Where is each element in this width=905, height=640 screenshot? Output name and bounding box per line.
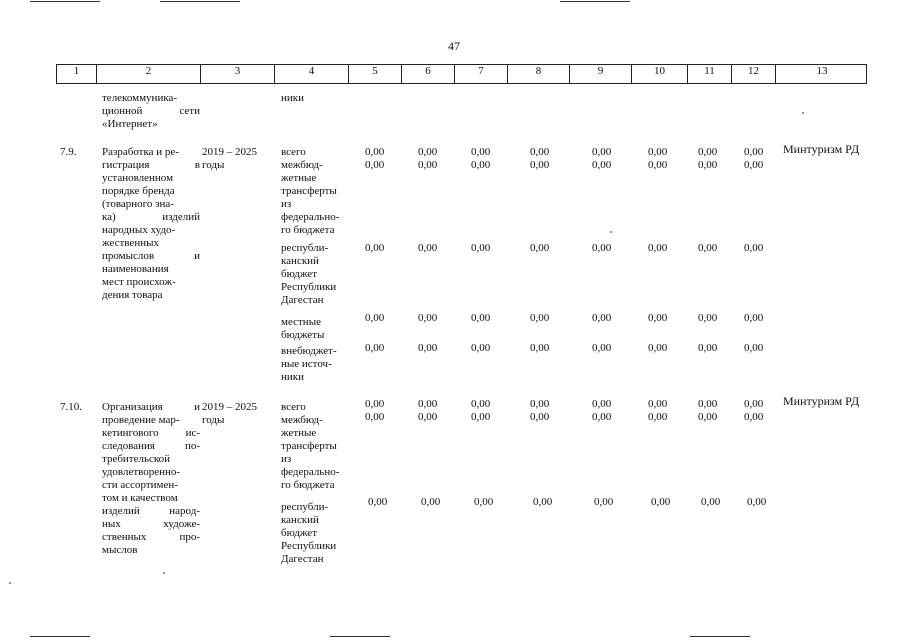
text-line: сти ассортимен- — [102, 479, 178, 491]
value-cell: 0,00 — [592, 398, 612, 410]
text-line: го бюджета — [281, 479, 335, 491]
value-cell: 0,00 — [471, 242, 491, 254]
header-cell: 3 — [201, 65, 275, 83]
value-cell: 0,00 — [365, 242, 385, 254]
value-cell: 0,00 — [368, 496, 388, 508]
header-cell: 9 — [570, 65, 632, 83]
value-cell: 0,00 — [648, 342, 668, 354]
value-cell: 0,00 — [530, 159, 550, 171]
text-line: жественных — [102, 237, 159, 249]
value-cell: 0,00 — [530, 312, 550, 324]
value-cell: 0,00 — [698, 242, 718, 254]
text-line: следования по- — [102, 440, 200, 452]
text-line: всего — [281, 146, 306, 158]
text-line: Республики — [281, 281, 337, 293]
value-cell: 0,00 — [471, 146, 491, 158]
text-line: республи- — [281, 501, 329, 513]
value-cell: 0,00 — [744, 398, 764, 410]
text-line: телекоммуника- — [102, 92, 178, 104]
value-cell: 0,00 — [418, 411, 438, 423]
text-line: ственных про- — [102, 531, 200, 543]
text-line: Дагестан — [281, 294, 324, 306]
text-line: установленном — [102, 172, 174, 184]
value-cell: 0,00 — [530, 242, 550, 254]
value-cell: 0,00 — [365, 146, 385, 158]
value-cell: 0,00 — [698, 411, 718, 423]
value-cell: 0,00 — [418, 159, 438, 171]
value-cell: 0,00 — [744, 242, 764, 254]
header-cell: 1 — [57, 65, 97, 83]
source-label — [281, 316, 349, 342]
scan-speck — [610, 231, 612, 233]
text-line: годы — [202, 159, 225, 171]
value-cell: 0,00 — [594, 496, 614, 508]
value-cell: 0,00 — [592, 159, 612, 171]
value-cell: 0,00 — [530, 146, 550, 158]
text-line: бюджет — [281, 527, 317, 539]
text-line: мыслов — [102, 544, 138, 556]
value-cell: 0,00 — [698, 398, 718, 410]
text-line: мест происхож- — [102, 276, 176, 288]
value-cell: 0,00 — [648, 411, 668, 423]
value-cell: 0,00 — [365, 159, 385, 171]
scan-speck — [802, 112, 804, 114]
header-cell: 13 — [816, 65, 828, 77]
text-line: Республики — [281, 540, 337, 552]
row-period — [202, 146, 257, 172]
value-cell: 0,00 — [592, 411, 612, 423]
header-cell: 4 — [275, 65, 349, 83]
value-cell: 0,00 — [365, 342, 385, 354]
header-cell: 5 — [349, 65, 402, 83]
value-cell: 0,00 — [592, 242, 612, 254]
source-label — [281, 414, 349, 492]
text-line: го бюджета — [281, 224, 335, 236]
row-period — [202, 401, 257, 427]
scan-speck — [9, 582, 11, 584]
text-line: бюджеты — [281, 329, 325, 341]
value-cell: 0,00 — [744, 342, 764, 354]
continuation-description — [102, 92, 200, 131]
header-cell: 7 — [455, 65, 508, 83]
text-line: ных художе- — [102, 518, 200, 530]
value-cell: 0,00 — [365, 411, 385, 423]
text-line: изделий народ- — [102, 505, 200, 517]
value-cell: 0,00 — [592, 146, 612, 158]
text-line: из — [281, 198, 292, 210]
value-cell: 0,00 — [648, 242, 668, 254]
header-cell: 11 — [688, 65, 732, 83]
value-cell: 0,00 — [744, 146, 764, 158]
source-label — [281, 146, 349, 159]
value-cell: 0,00 — [744, 159, 764, 171]
value-cell: 0,00 — [698, 146, 718, 158]
text-line: межбюд- — [281, 159, 323, 171]
value-cell: 0,00 — [471, 411, 491, 423]
text-line: федерально- — [281, 466, 340, 478]
text-line: 2019 – 2025 — [202, 146, 257, 158]
text-line: межбюд- — [281, 414, 323, 426]
text-line: дения товара — [102, 289, 163, 301]
text-line: требительской — [102, 453, 171, 465]
scan-edge-line — [30, 636, 90, 637]
value-cell: 0,00 — [365, 312, 385, 324]
value-cell: 0,00 — [530, 398, 550, 410]
header-cell: 12 — [732, 65, 776, 83]
value-cell: 0,00 — [648, 312, 668, 324]
scan-edge-line — [160, 1, 240, 2]
text-line: ционной сети — [102, 105, 200, 117]
text-line: ка) изделий — [102, 211, 200, 223]
source-label — [281, 501, 349, 566]
value-cell: 0,00 — [592, 312, 612, 324]
value-cell: 0,00 — [701, 496, 721, 508]
header-cell: 6 — [402, 65, 455, 83]
text-line: всего — [281, 401, 306, 413]
scan-edge-line — [560, 1, 630, 2]
text-line: порядке бренда — [102, 185, 175, 197]
text-line: удовлетворенно- — [102, 466, 181, 478]
text-line: кетингового ис- — [102, 427, 200, 439]
text-line: ные источ- — [281, 358, 332, 370]
text-line: гистрация в — [102, 159, 200, 171]
value-cell: 0,00 — [471, 398, 491, 410]
value-cell: 0,00 — [530, 411, 550, 423]
value-cell: 0,00 — [471, 342, 491, 354]
page-number: 47 — [448, 39, 460, 53]
text-line: бюджет — [281, 268, 317, 280]
value-cell: 0,00 — [651, 496, 671, 508]
value-cell: 0,00 — [530, 342, 550, 354]
text-line: республи- — [281, 242, 329, 254]
text-line: трансферты — [281, 440, 337, 452]
table-header — [56, 64, 867, 84]
header-cell: 2 — [97, 65, 201, 83]
scan-speck — [163, 572, 165, 574]
row-number: 7.9. — [60, 146, 77, 158]
row-description — [102, 146, 200, 302]
row-number: 7.10. — [60, 401, 82, 413]
value-cell: 0,00 — [418, 312, 438, 324]
value-cell: 0,00 — [698, 159, 718, 171]
text-line: федерально- — [281, 211, 340, 223]
value-cell: 0,00 — [418, 242, 438, 254]
value-cell: 0,00 — [418, 398, 438, 410]
value-cell: 0,00 — [592, 342, 612, 354]
source-label — [281, 401, 349, 414]
text-line: 2019 – 2025 — [202, 401, 257, 413]
executor: Минтуризм РД — [783, 142, 860, 156]
text-line: народных худо- — [102, 224, 176, 236]
text-line: (товарного зна- — [102, 198, 174, 210]
text-line: местные — [281, 316, 321, 328]
value-cell: 0,00 — [471, 312, 491, 324]
header-cell: 8 — [508, 65, 570, 83]
source-label — [281, 159, 349, 237]
text-line: годы — [202, 414, 225, 426]
scan-edge-line — [690, 636, 750, 637]
row-description — [102, 401, 200, 557]
text-line: жетные — [281, 172, 317, 184]
text-line: канский — [281, 255, 319, 267]
text-line: «Интернет» — [102, 118, 158, 130]
text-line: том и качеством — [102, 492, 178, 504]
header-cell: 10 — [632, 65, 688, 83]
value-cell: 0,00 — [648, 398, 668, 410]
text-line: жетные — [281, 427, 317, 439]
value-cell: 0,00 — [471, 159, 491, 171]
text-line: канский — [281, 514, 319, 526]
continuation-source: ники — [281, 92, 305, 104]
value-cell: 0,00 — [533, 496, 553, 508]
text-line: наименования — [102, 263, 169, 275]
value-cell: 0,00 — [698, 342, 718, 354]
value-cell: 0,00 — [744, 411, 764, 423]
text-line: ники — [281, 371, 305, 383]
text-line: Разработка и ре- — [102, 146, 179, 158]
value-cell: 0,00 — [747, 496, 767, 508]
value-cell: 0,00 — [648, 146, 668, 158]
value-cell: 0,00 — [365, 398, 385, 410]
value-cell: 0,00 — [421, 496, 441, 508]
scan-edge-line — [330, 636, 390, 637]
value-cell: 0,00 — [744, 312, 764, 324]
source-label — [281, 345, 349, 384]
value-cell: 0,00 — [474, 496, 494, 508]
text-line: Организация и — [102, 401, 200, 413]
value-cell: 0,00 — [418, 342, 438, 354]
value-cell: 0,00 — [418, 146, 438, 158]
scan-edge-line — [30, 1, 100, 2]
text-line: Дагестан — [281, 553, 324, 565]
value-cell: 0,00 — [648, 159, 668, 171]
executor: Минтуризм РД — [783, 394, 860, 408]
source-label — [281, 242, 349, 307]
text-line: из — [281, 453, 292, 465]
text-line: трансферты — [281, 185, 337, 197]
value-cell: 0,00 — [698, 312, 718, 324]
text-line: внебюджет- — [281, 345, 337, 357]
text-line: проведение мар- — [102, 414, 180, 426]
text-line: промыслов и — [102, 250, 200, 262]
